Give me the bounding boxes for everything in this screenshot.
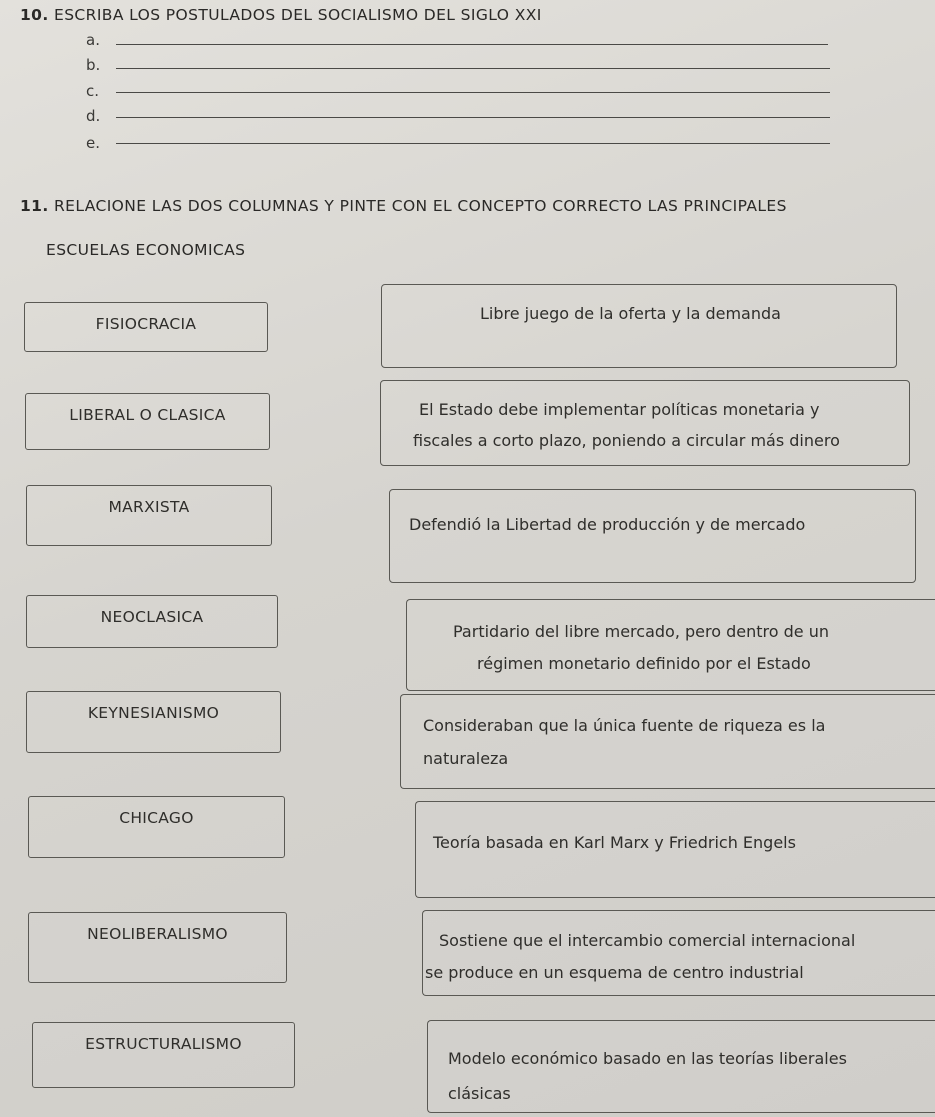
question-10-text: ESCRIBA LOS POSTULADOS DEL SOCIALISMO DEL SIGLO XXI xyxy=(54,6,542,24)
question-11-title xyxy=(20,197,787,215)
definition-text-5a: Consideraban que la única fuente de riqueza es la xyxy=(423,716,826,735)
school-box-keynesianismo[interactable]: KEYNESIANISMO xyxy=(26,691,281,753)
definition-box-8[interactable] xyxy=(427,1020,935,1113)
definition-text-2a: El Estado debe implementar políticas monetaria y xyxy=(419,400,820,419)
question-11-text-line2: ESCUELAS ECONOMICAS xyxy=(46,241,246,259)
school-box-marxista[interactable]: MARXISTA xyxy=(26,485,272,546)
definition-text-6: Teoría basada en Karl Marx y Friedrich Engels xyxy=(433,833,796,852)
answer-line-d[interactable] xyxy=(116,117,830,118)
definition-text-4b: régimen monetario definido por el Estado xyxy=(477,654,811,673)
definition-text-5b: naturaleza xyxy=(423,749,509,768)
definition-text-2b: fiscales a corto plazo, poniendo a circular más dinero xyxy=(413,431,840,450)
definition-text-7b: se produce en un esquema de centro industrial xyxy=(425,963,804,982)
answer-label-e: e. xyxy=(86,134,100,152)
answer-label-c: c. xyxy=(86,82,100,100)
answer-line-b[interactable] xyxy=(116,68,830,69)
school-box-neoclasica[interactable]: NEOCLASICA xyxy=(26,595,278,648)
definition-text-8a: Modelo económico basado en las teorías liberales xyxy=(448,1049,847,1068)
school-box-chicago[interactable]: CHICAGO xyxy=(28,796,285,858)
answer-label-d: d. xyxy=(86,107,101,125)
answer-label-b: b. xyxy=(86,56,101,74)
question-11-number: 11. xyxy=(20,197,49,215)
question-10-title xyxy=(20,6,542,24)
answer-line-e[interactable] xyxy=(116,143,830,144)
answer-label-a: a. xyxy=(86,31,100,49)
definition-box-3[interactable] xyxy=(389,489,916,583)
definition-box-4[interactable] xyxy=(406,599,935,691)
school-box-fisiocracia[interactable]: FISIOCRACIA xyxy=(24,302,268,352)
definition-text-3: Defendió la Libertad de producción y de mercado xyxy=(409,515,806,534)
school-box-liberal-clasica[interactable]: LIBERAL O CLASICA xyxy=(25,393,270,450)
definition-text-1: Libre juego de la oferta y la demanda xyxy=(480,304,781,323)
definition-box-6[interactable] xyxy=(415,801,935,898)
answer-line-c[interactable] xyxy=(116,92,830,93)
definition-box-2[interactable] xyxy=(380,380,910,466)
definition-text-7a: Sostiene que el intercambio comercial internacional xyxy=(439,931,856,950)
definition-box-5[interactable] xyxy=(400,694,935,789)
definition-box-1[interactable] xyxy=(381,284,897,368)
school-box-estructuralismo[interactable]: ESTRUCTURALISMO xyxy=(32,1022,295,1088)
definition-box-7[interactable] xyxy=(422,910,935,996)
definition-text-4a: Partidario del libre mercado, pero dentro de un xyxy=(453,622,829,641)
definition-text-8b: clásicas xyxy=(448,1084,511,1103)
answer-line-a[interactable] xyxy=(116,44,828,45)
school-box-neoliberalismo[interactable]: NEOLIBERALISMO xyxy=(28,912,287,983)
question-10-number: 10. xyxy=(20,6,49,24)
question-11-text-line1: RELACIONE LAS DOS COLUMNAS Y PINTE CON EL CONCEPTO CORRECTO LAS PRINCIPALES xyxy=(54,197,787,215)
